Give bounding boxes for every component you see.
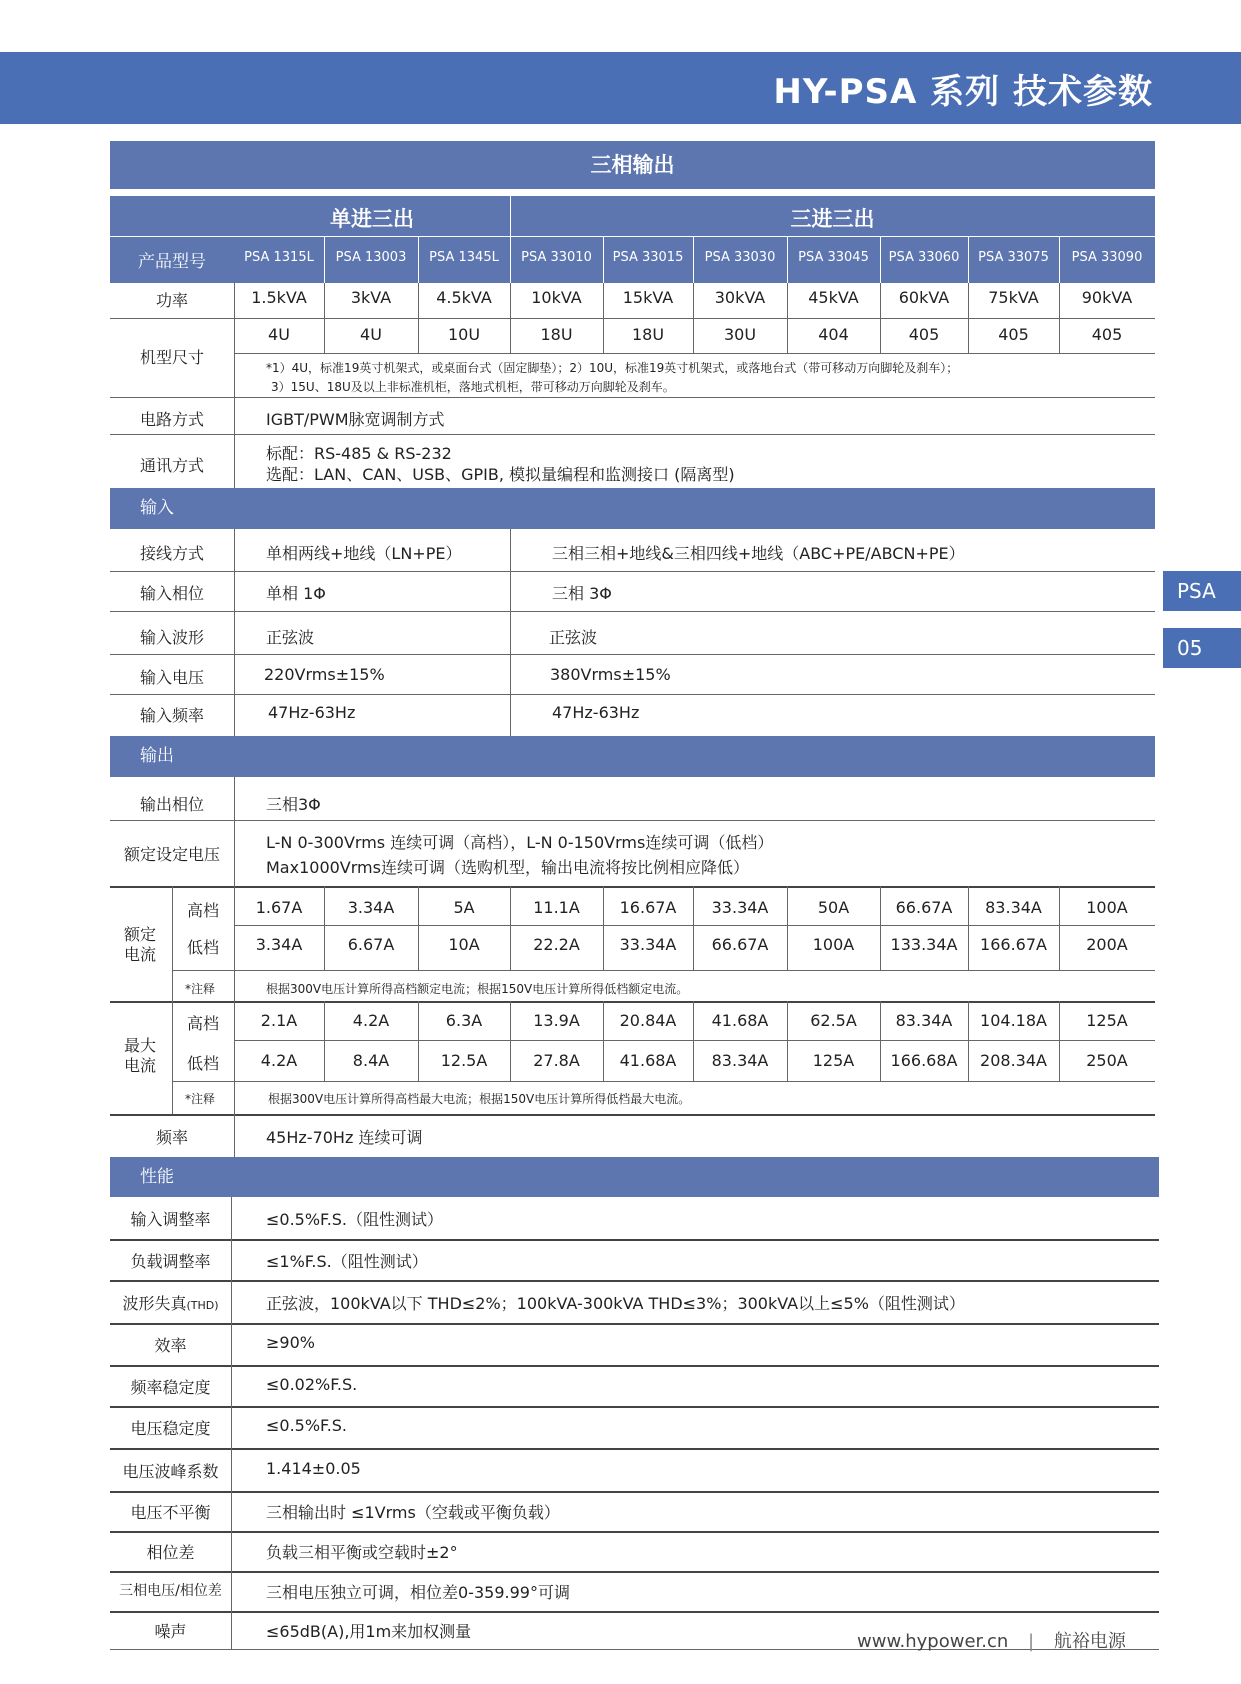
column-divider [603,1001,604,1081]
model-name: PSA 1345L [429,250,499,265]
performance-value: ≤1%F.S.（阻性测试） [266,1252,428,1271]
rated-current-label [110,925,170,965]
max-high-value: 6.3A [445,1011,483,1030]
rule [110,1001,1155,1003]
input-freq-three: 47Hz-63Hz [552,703,640,722]
input-divider [510,529,511,736]
performance-label-text: 电压波峰系数 [122,1462,219,1481]
circuit-label: 电路方式 [139,410,204,429]
column-divider [418,283,419,353]
column-divider [880,886,881,970]
performance-value: 三相电压独立可调，相位差0-359.99°可调 [266,1583,570,1602]
size-value: 18U [540,325,573,344]
rated-high-label: 高档 [186,901,219,920]
column-divider [1059,236,1060,283]
column-divider [418,1001,419,1081]
column-divider [968,236,969,283]
column-divider [693,1001,694,1081]
footer-brand: 航裕电源 [1053,1631,1126,1652]
input-voltage-label: 输入电压 [139,668,204,687]
max-low-label: 低档 [186,1054,219,1073]
output-phase-label: 输出相位 [139,795,204,814]
performance-value: ≥90% [266,1333,315,1352]
footer-url[interactable]: www.hypower.cn [857,1631,1009,1652]
column-divider [693,886,694,970]
max-note: 根据300V电压计算所得高档最大电流；根据150V电压计算所得低档最大电流。 [268,1092,691,1106]
column-divider [968,1001,969,1081]
performance-label-text: 效率 [154,1336,187,1355]
size-value: 405 [998,325,1029,344]
power-value: 1.5kVA [251,288,307,307]
wiring-single: 单相两线+地线（LN+PE） [266,544,462,563]
size-label: 机型尺寸 [139,348,204,367]
rated-note: 根据300V电压计算所得高档额定电流；根据150V电压计算所得低档额定电流。 [266,982,689,996]
rated-low-value: 22.2A [533,935,580,954]
performance-label-text: 电压不平衡 [130,1503,211,1522]
column-divider [787,886,788,970]
performance-label-text: 负载调整率 [130,1252,211,1271]
performance-label [110,1500,231,1523]
max-low-value: 208.34A [980,1051,1047,1070]
rule [110,434,1155,435]
column-divider [1059,1001,1060,1081]
rated-low-value: 33.34A [619,935,677,954]
column-divider [1059,283,1060,353]
size-value: 405 [1091,325,1123,344]
rated-current-label-1: 额定 [123,925,156,944]
label-divider [234,529,235,736]
rated-low-value: 133.34A [890,935,958,954]
rated-voltage-line-1: L-N 0-300Vrms 连续可调（高档），L-N 0-150Vrms连续可调（低档） [266,833,774,852]
input-section-bar: 输入 [110,488,1155,529]
max-low-value: 12.5A [440,1051,488,1070]
rated-high-value: 33.34A [711,898,769,917]
table-title: 三相输出 [110,141,1155,189]
page-number-tab: 05 [1163,628,1241,668]
performance-label-text: 输入调整率 [130,1210,211,1229]
max-low-value: 41.68A [619,1051,677,1070]
rule [110,1448,1159,1450]
comm-label: 通讯方式 [139,456,204,475]
performance-label-text: 三相电压/相位差 [119,1583,222,1599]
column-divider [603,236,604,283]
column-divider [324,1001,325,1081]
power-value: 90kVA [1081,288,1133,307]
input-wave-three: 正弦波 [549,628,598,647]
rated-high-value: 16.67A [619,898,677,917]
input-phase-label: 输入相位 [139,584,204,603]
rule [110,1365,1159,1367]
model-name: PSA 33075 [978,250,1049,265]
output-freq-value: 45Hz-70Hz 连续可调 [266,1128,423,1147]
model-name: PSA 33015 [612,250,684,265]
rule [110,1280,1159,1282]
wiring-three: 三相三相+地线&三相四线+地线（ABC+PE/ABCN+PE） [552,544,965,563]
input-freq-label: 输入频率 [139,706,204,725]
performance-value: ≤0.5%F.S. [266,1416,348,1435]
performance-value: ≤0.02%F.S. [266,1375,358,1394]
performance-section-bar: 性能 [110,1157,1159,1197]
group-single-in: 单进三出 [330,207,414,231]
power-value: 15kVA [622,288,674,307]
column-divider [418,236,419,283]
rule [110,1571,1159,1573]
max-low-value: 83.34A [711,1051,769,1070]
performance-label [110,1540,231,1563]
size-note-2: 3）15U、18U及以上非标准机柜，落地式机柜，带可移动万向脚轮及刹车。 [271,380,675,394]
rule [110,397,1155,398]
rule [110,571,1155,572]
performance-value: 正弦波，100kVA以下 THD≤2%；100kVA-300kVA THD≤3%；300kVA以上≤5%（阻性测试） [266,1294,965,1313]
rated-note-label: *注释 [185,982,216,996]
model-name: PSA 33030 [704,250,776,265]
input-voltage-single: 220Vrms±15% [264,665,385,684]
comm-line-1: 标配：RS-485 & RS-232 [266,444,452,463]
group-three-in: 三进三出 [790,207,875,231]
rated-high-value: 100A [1086,898,1128,917]
rule [110,1531,1159,1533]
label-divider [231,1197,232,1649]
size-value: 30U [723,325,757,344]
rule [110,1611,1159,1613]
input-phase-three: 三相 3Φ [552,584,612,603]
max-high-value: 62.5A [810,1011,857,1030]
rated-low-value: 10A [448,935,480,954]
max-high-value: 13.9A [533,1011,580,1030]
comm-line-2: 选配：LAN、CAN、USB、GPIB, 模拟量编程和监测接口 (隔离型) [266,465,735,484]
rule [110,611,1155,612]
column-divider [787,1001,788,1081]
rated-low-label: 低档 [186,938,219,957]
rule [234,925,1155,926]
column-divider [510,236,511,283]
rated-high-value: 83.34A [985,898,1042,917]
series-tab: PSA [1163,571,1241,611]
performance-label [110,1333,231,1356]
rule [110,318,1155,319]
column-divider [324,886,325,970]
rule [110,654,1155,655]
label-divider [234,283,235,488]
rated-low-value: 200A [1086,935,1128,954]
performance-value: 1.414±0.05 [266,1459,361,1478]
performance-value: 三相输出时 ≤1Vrms（空载或平衡负载） [266,1503,560,1522]
rated-low-value: 100A [812,935,855,954]
power-label: 功率 [155,291,188,310]
rated-high-value: 66.67A [895,898,953,917]
performance-label [110,1249,231,1272]
max-high-value: 20.84A [619,1011,677,1030]
max-low-value: 250A [1086,1051,1128,1070]
column-divider [968,283,969,353]
performance-label [110,1619,231,1642]
rated-low-value: 66.67A [711,935,769,954]
max-low-value: 166.68A [890,1051,958,1070]
size-value: 404 [818,325,849,344]
column-divider [1059,886,1060,970]
rated-high-value: 11.1A [533,898,580,917]
rule [110,886,1155,888]
performance-label [110,1580,231,1600]
header-divider [110,236,1155,237]
max-high-value: 83.34A [895,1011,953,1030]
column-divider [693,236,694,283]
page-header [0,52,1241,124]
input-freq-single: 47Hz-63Hz [268,703,356,722]
rated-high-value: 5A [453,898,475,917]
rated-current-label-2: 电流 [123,945,156,964]
column-divider [787,283,788,353]
rule [172,970,1155,971]
footer [857,1627,1126,1653]
rated-high-value: 3.34A [347,898,395,917]
circuit-value: IGBT/PWM脉宽调制方式 [266,410,445,429]
performance-label [110,1416,231,1439]
model-name: PSA 33010 [521,250,592,265]
rated-voltage-label: 额定设定电压 [123,845,220,864]
rated-voltage-line-2: Max1000Vrms连续可调（选购机型，输出电流将按比例相应降低） [266,858,749,877]
performance-label-text: 噪声 [154,1622,187,1641]
rule [234,353,1155,354]
max-note-label: *注释 [185,1092,216,1106]
column-divider [880,283,881,353]
size-value: 4U [268,325,290,344]
input-phase-single: 单相 1Φ [266,584,326,603]
power-value: 10kVA [531,288,582,307]
column-divider [880,236,881,283]
max-low-value: 27.8A [533,1051,580,1070]
power-value: 45kVA [808,288,859,307]
max-low-value: 4.2A [260,1051,298,1070]
max-high-value: 4.2A [352,1011,390,1030]
column-divider [693,283,694,353]
performance-label [110,1459,231,1482]
performance-label [110,1291,231,1314]
label-divider [234,777,235,1157]
column-divider [880,1001,881,1081]
rule [110,1323,1159,1325]
column-divider [510,886,511,970]
performance-label-text: 频率稳定度 [130,1378,211,1397]
max-high-value: 2.1A [260,1011,298,1030]
column-divider [510,283,511,353]
power-value: 30kVA [714,288,766,307]
performance-label-text: 相位差 [146,1543,195,1562]
size-value: 10U [447,325,481,344]
column-divider [968,886,969,970]
column-divider [787,236,788,283]
column-divider [324,236,325,283]
rated-low-value: 166.67A [980,935,1047,954]
performance-label-text: 波形失真 [122,1294,187,1313]
output-freq-label: 频率 [155,1128,188,1147]
size-value: 4U [360,325,382,344]
size-value: 405 [908,325,940,344]
rule [110,1114,1155,1116]
max-current-label-2: 电流 [123,1056,156,1075]
rule [234,1040,1155,1041]
rated-low-value: 3.34A [255,935,303,954]
input-wave-label: 输入波形 [139,628,204,647]
input-voltage-three: 380Vrms±15% [550,665,671,684]
rated-low-value: 6.67A [347,935,395,954]
rule [110,1406,1159,1408]
model-name: PSA 1315L [244,250,314,265]
performance-label-text: 电压稳定度 [130,1419,211,1438]
wiring-label: 接线方式 [139,544,204,563]
performance-label [110,1375,231,1398]
max-current-label-1: 最大 [123,1036,156,1055]
rule [172,1081,1155,1082]
max-low-value: 8.4A [352,1051,390,1070]
power-value: 3kVA [350,288,392,307]
model-name: PSA 33045 [798,250,869,265]
rule [110,694,1155,695]
column-divider [603,886,604,970]
model-name: PSA 13003 [335,250,407,265]
size-note-1: *1）4U，标准19英寸机架式，或桌面台式（固定脚垫）；2）10U，标准19英寸机架式，或落地台式（带可移动万向脚轮及刹车）； [266,361,959,375]
max-high-value: 41.68A [711,1011,769,1030]
size-value: 18U [631,325,665,344]
max-high-value: 104.18A [980,1011,1047,1030]
column-divider [418,886,419,970]
column-divider [324,283,325,353]
rule [110,820,1155,821]
max-current-label [110,1036,170,1076]
performance-value: 负载三相平衡或空载时±2° [266,1543,458,1562]
max-high-value: 125A [1086,1011,1128,1030]
rated-high-value: 1.67A [255,898,303,917]
model-name: PSA 33090 [1071,250,1143,265]
model-label: 产品型号 [138,252,206,272]
model-name: PSA 33060 [888,250,960,265]
rule [110,1491,1159,1493]
column-divider [603,283,604,353]
output-phase-value: 三相3Φ [266,795,321,814]
output-section-bar: 输出 [110,736,1155,777]
rule [110,1239,1159,1241]
footer-separator: | [1028,1631,1035,1652]
performance-label [110,1207,231,1230]
performance-value: ≤0.5%F.S.（阻性测试） [266,1210,444,1229]
max-low-value: 125A [812,1051,855,1070]
page-title: HY-PSA 系列 技术参数 [773,72,1153,112]
power-value: 75kVA [988,288,1039,307]
rated-high-value: 50A [817,898,850,917]
max-high-label: 高档 [186,1014,219,1033]
power-value: 4.5kVA [436,288,492,307]
column-divider [510,1001,511,1081]
performance-label-suffix: (THD) [186,1299,219,1312]
power-value: 60kVA [898,288,950,307]
input-wave-single: 正弦波 [266,628,315,647]
performance-value: ≤65dB(A),用1m来加权测量 [266,1622,472,1641]
